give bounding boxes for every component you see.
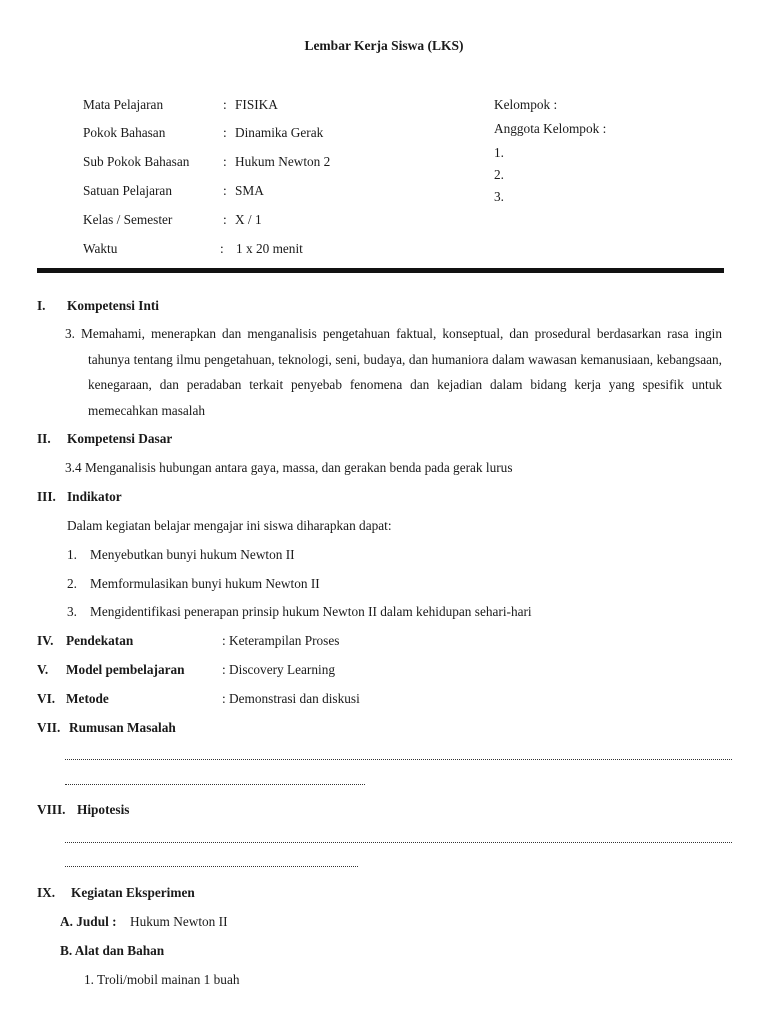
section-number: VIII. xyxy=(37,802,66,817)
info-value: Hukum Newton 2 xyxy=(235,154,331,169)
section-number: IV. xyxy=(37,633,54,648)
answer-line xyxy=(65,782,365,785)
section-title: Hipotesis xyxy=(77,802,130,817)
answer-line xyxy=(65,864,358,867)
info-colon: : xyxy=(223,154,227,169)
subsection-label: A. Judul : xyxy=(60,914,117,929)
info-label: Kelas / Semester xyxy=(83,212,173,227)
member-number: 3. xyxy=(494,189,504,204)
info-value: 1 x 20 menit xyxy=(236,241,303,256)
kompetensi-dasar-text: 3.4 Menganalisis hubungan antara gaya, massa, dan gerakan benda pada gerak lurus xyxy=(65,460,513,475)
subsection-label: B. Alat dan Bahan xyxy=(60,943,165,958)
section-title: Model pembelajaran xyxy=(66,662,185,677)
answer-line xyxy=(65,757,732,760)
info-value: Dinamika Gerak xyxy=(235,125,324,140)
section-number: II. xyxy=(37,431,51,446)
section-title: Kompetensi Inti xyxy=(67,298,159,313)
info-colon: : xyxy=(223,183,227,198)
info-colon: : xyxy=(223,97,227,112)
list-number: 1. xyxy=(67,547,77,562)
info-label: Pokok Bahasan xyxy=(83,125,166,140)
info-label: Mata Pelajaran xyxy=(83,97,164,112)
list-number: 3. xyxy=(67,604,77,619)
answer-line xyxy=(65,840,732,843)
section-title: Metode xyxy=(66,691,109,706)
section-number: V. xyxy=(37,662,49,677)
section-value: : Keterampilan Proses xyxy=(222,633,340,648)
section-value: : Demonstrasi dan diskusi xyxy=(222,691,360,706)
kelompok-label: Kelompok : xyxy=(494,97,558,112)
list-item: Memformulasikan bunyi hukum Newton II xyxy=(90,576,320,591)
section-number: VII. xyxy=(37,720,61,735)
info-colon: : xyxy=(220,241,224,256)
list-number: 2. xyxy=(67,576,77,591)
info-label: Sub Pokok Bahasan xyxy=(83,154,190,169)
indikator-intro: Dalam kegiatan belajar mengajar ini siswa diharapkan dapat: xyxy=(67,518,392,533)
kompetensi-inti-text: 3. Memahami, menerapkan dan menganalisis pengetahuan faktual, konseptual, dan prosedural berdasarkan rasa ingin tahunya tentang ilmu pengetahuan, teknologi, seni, budaya, dan humaniora dalam wawasan kemanusiaan, kebangsaan, kenegaraan, dan peradaban terkait penyebab fenomena dan kejadian dalam bidang kerja yang spesifik untuk memecahkan masalah xyxy=(65,326,722,419)
header-divider xyxy=(37,268,724,273)
info-value: SMA xyxy=(235,183,264,198)
section-number: IX. xyxy=(37,885,56,900)
subsection-value: Hukum Newton II xyxy=(130,914,228,929)
section-number: III. xyxy=(37,489,56,504)
section-title: Indikator xyxy=(67,489,122,504)
section-title: Kompetensi Dasar xyxy=(67,431,173,446)
section-title: Pendekatan xyxy=(66,633,134,648)
info-value: X / 1 xyxy=(235,212,262,227)
section-number: VI. xyxy=(37,691,56,706)
document-title: Lembar Kerja Siswa (LKS) xyxy=(304,38,464,53)
list-item: 1. Troli/mobil mainan 1 buah xyxy=(84,972,240,987)
section-title: Rumusan Masalah xyxy=(69,720,176,735)
info-label: Satuan Pelajaran xyxy=(83,183,172,198)
section-title: Kegiatan Eksperimen xyxy=(71,885,195,900)
list-item: Menyebutkan bunyi hukum Newton II xyxy=(90,547,295,562)
section-number: I. xyxy=(37,298,46,313)
info-colon: : xyxy=(223,212,227,227)
anggota-label: Anggota Kelompok : xyxy=(494,121,607,136)
member-number: 2. xyxy=(494,167,504,182)
section-value: : Discovery Learning xyxy=(222,662,335,677)
member-number: 1. xyxy=(494,145,504,160)
info-label: Waktu xyxy=(83,241,118,256)
list-item: Mengidentifikasi penerapan prinsip hukum Newton II dalam kehidupan sehari-hari xyxy=(90,604,532,619)
info-colon: : xyxy=(223,125,227,140)
info-value: FISIKA xyxy=(235,97,278,112)
